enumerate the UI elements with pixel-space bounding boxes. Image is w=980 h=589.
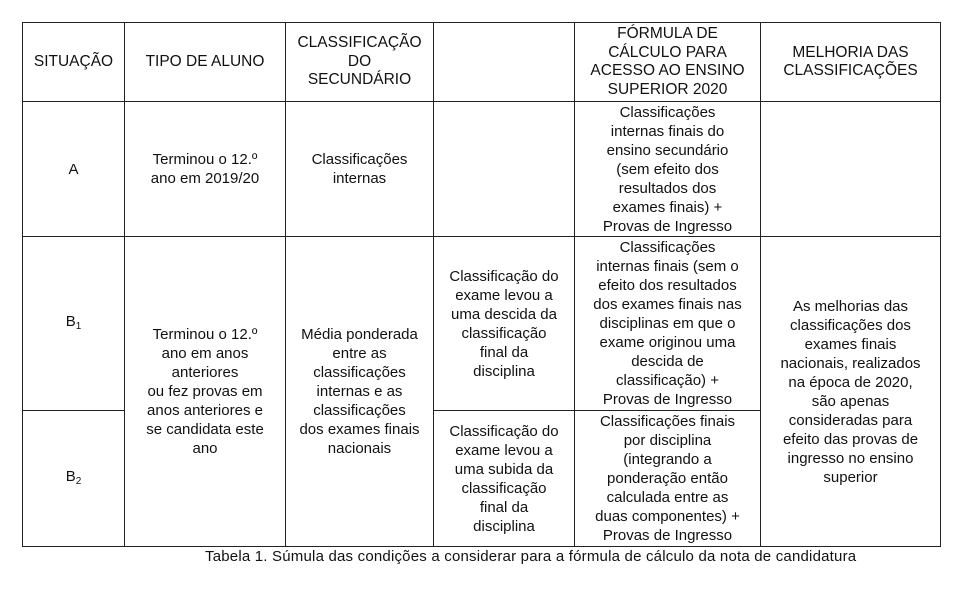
header-situacao: SITUAÇÃO xyxy=(23,23,125,102)
situation-b1-subscript: 1 xyxy=(75,320,82,332)
classificacao-b: Média ponderada entre as classificações internas e as classificações dos exames finais nacionais xyxy=(286,237,434,547)
conditions-table xyxy=(22,22,941,547)
header-row xyxy=(23,23,941,102)
situation-a: A xyxy=(23,102,125,237)
tipo-a: Terminou o 12.º ano em 2019/20 xyxy=(125,102,286,237)
classificacao-a: Classificações internas xyxy=(286,102,434,237)
table-row-b1 xyxy=(23,237,941,411)
col4-b2: Classificação do exame levou a uma subida da classificação final da disciplina xyxy=(434,411,575,547)
formula-b2: Classificações finais por disciplina (integrando a ponderação então calculada entre as duas componentes) + Provas de Ingresso xyxy=(575,411,761,547)
header-classificacao-secundario: CLASSIFICAÇÃO DO SECUNDÁRIO xyxy=(286,23,434,102)
header-melhoria: MELHORIA DAS CLASSIFICAÇÕES xyxy=(761,23,941,102)
melhoria-a xyxy=(761,102,941,237)
table-caption: Tabela 1. Súmula das condições a considerar para a fórmula de cálculo da nota de candidatura xyxy=(205,548,857,565)
situation-b2 xyxy=(23,411,125,547)
tipo-b: Terminou o 12.º ano em anos anteriores ou fez provas em anos anteriores e se candidata este ano xyxy=(125,237,286,547)
col4-b1: Classificação do exame levou a uma descida da classificação final da disciplina xyxy=(434,237,575,411)
situation-b2-letter: B xyxy=(65,467,76,485)
table-row-a xyxy=(23,102,941,237)
formula-a: Classificações internas finais do ensino secundário (sem efeito dos resultados dos exames finais) + Provas de Ingresso xyxy=(575,102,761,237)
col4-a xyxy=(434,102,575,237)
situation-b1-letter: B xyxy=(65,312,76,330)
header-empty xyxy=(434,23,575,102)
header-tipo-de-aluno: TIPO DE ALUNO xyxy=(125,23,286,102)
situation-b2-subscript: 2 xyxy=(75,475,82,487)
formula-b1: Classificações internas finais (sem o efeito dos resultados dos exames finais nas disciplinas em que o exame originou uma descida de classificação) + Provas de Ingresso xyxy=(575,237,761,411)
header-formula: FÓRMULA DE CÁLCULO PARA ACESSO AO ENSINO SUPERIOR 2020 xyxy=(575,23,761,102)
melhoria-b: As melhorias das classificações dos exames finais nacionais, realizados na época de 2020, são apenas consideradas para efeito das provas de ingresso no ensino superior xyxy=(761,237,941,547)
situation-b1 xyxy=(23,237,125,411)
